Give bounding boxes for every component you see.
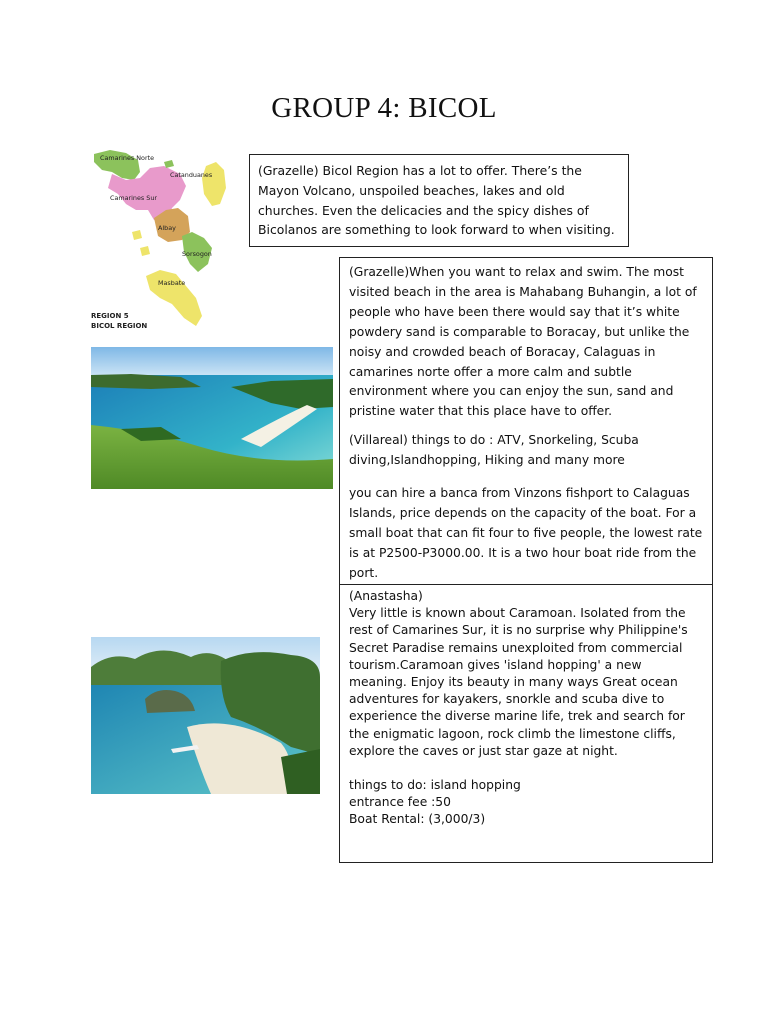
calaguas-text-box xyxy=(339,257,713,585)
caramoan-things-to-do: things to do: island hopping xyxy=(349,778,521,793)
caramoan-entrance-fee: entrance fee :50 xyxy=(349,795,451,810)
page-title: GROUP 4: BICOL xyxy=(271,92,497,124)
intro-text: (Grazelle) Bicol Region has a lot to offer. There’s the Mayon Volcano, unspoiled beaches, lakes and old churches. Even the delicacies and the spicy dishes of Bicolanos are something to look forward to when visiting. xyxy=(258,163,615,238)
calaguas-paragraph: (Grazelle)When you want to relax and swim. The most visited beach in the area is Mahabang Buhangin, a lot of people who have been there would say that it’s white powdery sand is comparable to Boracay, but unlike the noisy and crowded beach of Boracay, Calaguas in camarines norte offer a more calm and subtle environment where you can enjoy the sun, sand and pristine water that this place have to offer. xyxy=(349,265,697,419)
map-label-camarines-sur: Camarines Sur xyxy=(110,194,157,202)
map-label-masbate: Masbate xyxy=(158,279,186,287)
bicol-region-map xyxy=(88,148,238,334)
map-label-sorsogon: Sorsogon xyxy=(182,250,212,258)
map-caption-region: REGION 5 xyxy=(91,312,129,320)
banca-paragraph: you can hire a banca from Vinzons fishport to Calaguas Islands, price depends on the capacity of the boat. For a small boat that can fit four to five people, the lowest rate is at P2500-P3000.00. It is a two hour boat ride from the port. xyxy=(349,486,703,580)
map-label-catanduanes: Catanduanes xyxy=(170,171,213,179)
caramoan-text-box xyxy=(339,584,713,863)
map-caption-name: BICOL REGION xyxy=(91,322,148,330)
map-label-camarines-norte: Camarines Norte xyxy=(100,154,155,162)
things-to-do-paragraph: (Villareal) things to do : ATV, Snorkeling, Scuba diving,Islandhopping, Hiking and many more xyxy=(349,433,639,468)
caramoan-author: (Anastasha) xyxy=(349,589,423,603)
caramoan-paragraph: Very little is known about Caramoan. Isolated from the rest of Camarines Sur, it is no surprise why Philippine's Secret Paradise remains unexploited from commercial tourism.Caramoan gives 'island hopping' a new meaning. Enjoy its beauty in many ways Great ocean adventures for kayakers, snorkle and scuba dive to experience the diverse marine life, trek and search for the enigmatic lagoon, rock climb the limestone cliffs, explore the caves or just star gaze at night. xyxy=(349,606,688,758)
intro-text-box xyxy=(249,154,629,247)
map-region-catanduanes xyxy=(202,162,226,206)
calaguas-beach-photo xyxy=(91,347,333,489)
map-label-albay: Albay xyxy=(158,224,176,232)
caramoan-photo xyxy=(91,637,320,794)
caramoan-boat-rental: Boat Rental: (3,000/3) xyxy=(349,812,486,827)
